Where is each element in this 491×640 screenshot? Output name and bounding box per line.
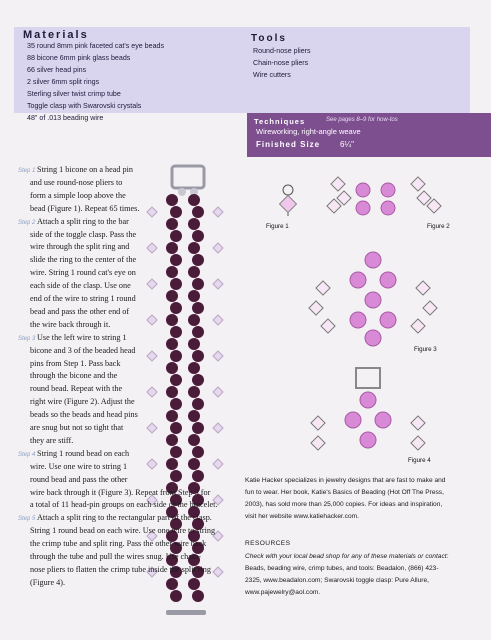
- material-item: 35 round 8mm pink faceted cat's eye beads: [27, 42, 165, 50]
- head-pin-icon: [416, 281, 430, 295]
- round-bead-icon: [166, 458, 178, 470]
- round-bead-icon: [166, 242, 178, 254]
- step-text-line: and use round-nose pliers to: [30, 177, 123, 187]
- pink-bead-icon: [350, 312, 366, 328]
- pink-bead-icon: [381, 183, 395, 197]
- toggle-bar-icon: [166, 610, 206, 615]
- pink-bead-icon: [365, 330, 381, 346]
- head-pin-icon: [309, 301, 323, 315]
- head-pin-icon: [327, 199, 341, 213]
- step-text-line: right wire (Figure 2). Adjust the: [30, 397, 135, 407]
- step-text-line: through the tube and pull the wires snug. Use chain-: [30, 552, 201, 561]
- round-bead-icon: [166, 338, 178, 350]
- material-item: 88 bicone 6mm pink glass beads: [27, 54, 131, 62]
- step-text-line: (Figure 4).: [30, 577, 66, 587]
- resources-title: RESOURCES: [245, 540, 291, 547]
- round-bead-icon: [192, 446, 204, 458]
- pink-bead-icon: [345, 412, 361, 428]
- round-bead-icon: [188, 194, 200, 206]
- step-text-line: wire through the split ring and: [30, 242, 130, 252]
- round-bead-icon: [170, 206, 182, 218]
- round-bead-icon: [170, 278, 182, 290]
- round-bead-icon: [192, 374, 204, 386]
- step-text-line: Step 4 String 1 round bead on each: [18, 448, 130, 458]
- head-pin-icon: [331, 177, 345, 191]
- figure-4-label: Figure 4: [408, 457, 431, 464]
- round-bead-icon: [188, 410, 200, 422]
- head-pin-icon: [321, 319, 335, 333]
- round-bead-icon: [166, 290, 178, 302]
- figure-3-label: Figure 3: [414, 346, 437, 353]
- step-text-line: they are stiff.: [30, 435, 74, 445]
- step-text-line: Step 5 Attach a split ring to the rectangular part of the clasp.: [18, 513, 212, 523]
- resources-line: 2325, www.beadalon.com; Swarovski toggle clasp: Pure Allure,: [245, 577, 429, 584]
- round-bead-icon: [192, 302, 204, 314]
- round-bead-icon: [188, 434, 200, 446]
- step-text-line: a total of 11 head-pin groups on each side of the bracelet.: [30, 500, 218, 510]
- head-pin-icon: [311, 436, 325, 450]
- round-bead-icon: [192, 422, 204, 434]
- pink-bead-icon: [380, 272, 396, 288]
- resources-line: Beads, beading wire, crimp tubes, and tools: Beadalon, (866) 423-: [245, 565, 439, 572]
- head-pin-icon: [316, 281, 330, 295]
- round-bead-icon: [188, 218, 200, 230]
- round-bead-icon: [166, 578, 178, 590]
- head-pin-icon: [411, 177, 425, 191]
- bio-line: 2003), has sold more than 25,000 copies. For ideas and inspiration,: [245, 501, 443, 508]
- round-bead-icon: [188, 386, 200, 398]
- figures-diagram: [258, 168, 490, 473]
- round-bead-icon: [170, 590, 182, 602]
- round-bead-icon: [166, 194, 178, 206]
- step-text-line: the crimp tube and split ring. Pass the other wire back: [30, 539, 207, 549]
- step-text-line: are snug but not so tight that: [30, 423, 124, 432]
- round-bead-icon: [166, 410, 178, 422]
- round-bead-icon: [170, 446, 182, 458]
- bio-line: fun to wear. Her book, Katie's Basics of Beading (Hot Off The Press,: [245, 489, 444, 496]
- step-text-line: Step 3 Use the left wire to string 1: [18, 332, 127, 342]
- step-text-line: String 1 round bead on each wire. Use one wire to string: [30, 526, 216, 536]
- round-bead-icon: [188, 338, 200, 350]
- step-text-line: Step 1 String 1 bicone on a head pin: [18, 165, 133, 174]
- head-pin-icon: [423, 301, 437, 315]
- pink-bead-icon: [350, 272, 366, 288]
- material-item: 66 silver head pins: [27, 66, 87, 74]
- step-text-line: wire back through it (Figure 3). Repeat from Step 3 for: [30, 487, 211, 497]
- pink-bead-icon: [365, 292, 381, 308]
- step-text-line: bicone and 3 of the beaded head: [30, 345, 136, 355]
- pink-bead-icon: [365, 252, 381, 268]
- round-bead-icon: [188, 458, 200, 470]
- techniques-note: See pages 8–9 for how-tos: [326, 117, 398, 123]
- step-label: Step 5: [18, 516, 38, 523]
- figure-1-label: Figure 1: [266, 223, 289, 230]
- round-bead-icon: [192, 470, 204, 482]
- head-pin-icon: [411, 319, 425, 333]
- round-bead-icon: [192, 326, 204, 338]
- material-item: 2 silver 6mm split rings: [27, 78, 100, 86]
- step-text-line: round bead. Repeat with the: [30, 384, 123, 394]
- round-bead-icon: [192, 350, 204, 362]
- resources-intro: Check with your local bead shop for any of these materials or contact:: [245, 553, 449, 560]
- step-text-line: end of the wire to string 1 round: [30, 294, 136, 303]
- round-bead-icon: [170, 350, 182, 362]
- step-label: Step 1: [18, 168, 38, 174]
- tool-item: Round-nose pliers: [253, 47, 311, 55]
- step-text-line: through the bicone and the: [30, 371, 118, 381]
- finished-size-title: Finished Size: [256, 140, 321, 149]
- materials-title: Materials: [23, 29, 89, 41]
- head-pin-icon: [417, 191, 431, 205]
- round-bead-icon: [170, 422, 182, 434]
- round-bead-icon: [166, 314, 178, 326]
- round-bead-icon: [192, 206, 204, 218]
- step-text-line: bead (Figure 1). Repeat 65 times.: [30, 203, 140, 213]
- pink-bead-icon: [360, 392, 376, 408]
- round-bead-icon: [170, 230, 182, 242]
- round-bead-icon: [188, 290, 200, 302]
- step-text-line: beads so the beads and head pins: [30, 410, 138, 420]
- round-bead-icon: [170, 302, 182, 314]
- head-pin-icon: [427, 199, 441, 213]
- step-text-line: pins from Step 1. Pass back: [30, 358, 121, 368]
- round-bead-icon: [166, 434, 178, 446]
- round-bead-icon: [188, 314, 200, 326]
- round-bead-icon: [170, 470, 182, 482]
- round-bead-icon: [166, 386, 178, 398]
- round-bead-icon: [166, 218, 178, 230]
- round-bead-icon: [166, 362, 178, 374]
- tool-item: Chain-nose pliers: [253, 59, 309, 67]
- step-text-line: wire. String 1 round cat's eye on: [30, 268, 136, 278]
- step-text-line: the wire back through it.: [30, 319, 111, 329]
- step-text-line: bead and pass the other end of: [30, 306, 130, 316]
- head-pin-figure-icon: [280, 185, 297, 216]
- step-text-line: slide the ring to the center of the: [30, 255, 137, 265]
- head-pin-icon: [411, 436, 425, 450]
- round-bead-icon: [170, 398, 182, 410]
- clasp-ring-icon: [356, 368, 380, 388]
- step-text-line: round bead and pass the other: [30, 474, 128, 484]
- material-item: Toggle clasp with Swarovski crystals: [27, 102, 142, 110]
- round-bead-icon: [192, 278, 204, 290]
- techniques-value: Wireworking, right-angle weave: [256, 127, 361, 136]
- bio-line: Katie Hacker specializes in jewelry designs that are fast to make and: [245, 477, 446, 484]
- step-text-line: Step 2 Attach a split ring to the bar: [18, 216, 129, 226]
- pink-bead-icon: [375, 412, 391, 428]
- pink-bead-icon: [381, 201, 395, 215]
- step-label: Step 3: [18, 335, 38, 342]
- round-bead-icon: [166, 266, 178, 278]
- head-pin-icon: [311, 416, 325, 430]
- resources-line: www.pajewelry@aol.com.: [245, 589, 321, 596]
- round-bead-icon: [192, 254, 204, 266]
- step-label: Step 2: [18, 219, 38, 226]
- tool-item: Wire cutters: [253, 71, 291, 79]
- step-label: Step 4: [18, 451, 38, 458]
- round-bead-icon: [188, 362, 200, 374]
- pink-bead-icon: [356, 183, 370, 197]
- step-text-line: wire. Use one wire to string 1: [30, 461, 128, 471]
- step-text-line: side of the toggle clasp. Pass the: [30, 229, 137, 239]
- step-text-line: form a simple loop above the: [30, 190, 126, 200]
- round-bead-icon: [192, 590, 204, 602]
- techniques-title: Techniques: [254, 117, 306, 126]
- bio-line: visit her website www.katiehacker.com.: [245, 513, 359, 520]
- step-text-line: nose pliers to flatten the crimp tube inside the split ring: [30, 564, 211, 574]
- round-bead-icon: [188, 578, 200, 590]
- head-pin-icon: [411, 416, 425, 430]
- round-bead-icon: [170, 374, 182, 386]
- finished-size-value: 6¼": [340, 140, 354, 149]
- round-bead-icon: [170, 326, 182, 338]
- round-bead-icon: [192, 398, 204, 410]
- step-text-line: each side of the clasp. Use one: [30, 281, 131, 291]
- material-item: 48" of .013 beading wire: [27, 114, 104, 122]
- pink-bead-icon: [356, 201, 370, 215]
- pink-bead-icon: [360, 432, 376, 448]
- head-pin-icon: [337, 191, 351, 205]
- figure-2-label: Figure 2: [427, 223, 450, 230]
- material-item: Sterling silver twist crimp tube: [27, 90, 121, 98]
- pink-bead-icon: [380, 312, 396, 328]
- round-bead-icon: [170, 254, 182, 266]
- round-bead-icon: [192, 230, 204, 242]
- round-bead-icon: [188, 242, 200, 254]
- tools-title: Tools: [251, 33, 287, 44]
- round-bead-icon: [188, 266, 200, 278]
